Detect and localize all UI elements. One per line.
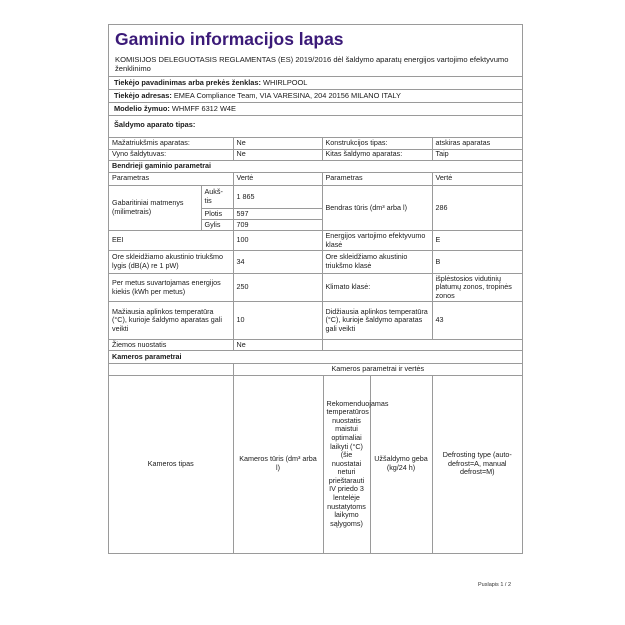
table-row	[109, 149, 522, 160]
sheet-frame	[108, 24, 523, 554]
wine-cooler-value: Ne	[233, 149, 322, 160]
width-label: Plotis	[201, 209, 233, 220]
supplier-address-value: EMEA Compliance Team, VIA VARESINA, 204 20156 MILANO ITALY	[173, 91, 401, 100]
noise-level-value: 34	[233, 251, 322, 274]
noise-level-label: Ore skleidžiamo akustinio triukšmo lygis (dB(A) re 1 pW)	[109, 251, 233, 274]
max-temp-label: Didžiausia aplinkos temperatūra (°C), kurioje šaldymo aparatas gali veikti	[322, 302, 432, 340]
general-section-row	[109, 160, 522, 172]
regulation-subtitle: KOMISIJOS DELEGUOTASIS REGLAMENTAS (ES) 2019/2016 dėl šaldymo aparatų energijos vartojimo efektyvumo ženklinimo	[115, 55, 509, 73]
general-parameters-table	[109, 173, 522, 365]
table-header-row	[109, 375, 522, 553]
table-header-row	[109, 173, 522, 186]
compartment-parameters-title: Kameros parametrai	[109, 351, 522, 364]
height-value: 1 865	[233, 186, 322, 209]
depth-label: Gylis	[201, 220, 233, 231]
compartment-section-row	[109, 351, 522, 364]
table-row	[109, 186, 522, 209]
other-appliance-value: Taip	[432, 149, 522, 160]
table-row	[109, 138, 522, 149]
eei-value: 100	[233, 231, 322, 251]
table-row	[109, 231, 522, 251]
dimensions-label: Gabaritiniai matmenys (milimetrais)	[109, 186, 201, 231]
supplier-address-label: Tiekėjo adresas:	[114, 91, 172, 100]
table-row	[109, 340, 522, 351]
design-type-label: Konstrukcijos tipas:	[322, 138, 432, 149]
max-temp-value: 43	[432, 302, 522, 340]
column-header: Parametras	[109, 173, 233, 186]
compartment-group-header: Kameros parametrai ir vertės	[233, 364, 522, 375]
empty-cell	[322, 340, 522, 351]
wine-cooler-label: Vyno šaldytuvas:	[109, 149, 233, 160]
table-header-row	[109, 364, 522, 375]
width-value: 597	[233, 209, 322, 220]
energy-class-value: E	[432, 231, 522, 251]
height-label: Aukš-tis	[201, 186, 233, 209]
model-value: WHMFF 6312 W4E	[171, 104, 236, 113]
recommended-temperature-header: Rekomenduojamas temperatūros nuostatis maistui optimaliai laikyti (°C) (šie nuostatai neturi prieštarauti IV priedo 3 lentelėje nustatytoms laikymo sąlygoms)	[323, 375, 370, 553]
other-appliance-label: Kitas šaldymo aparatas:	[322, 149, 432, 160]
total-volume-value: 286	[432, 186, 522, 231]
empty-cell	[109, 364, 233, 375]
compartment-volume-header: Kameros tūris (dm³ arba l)	[233, 375, 323, 553]
table-row	[109, 251, 522, 274]
supplier-name-row	[109, 77, 522, 90]
freezing-capacity-header: Užšaldymo geba (kg/24 h)	[370, 375, 432, 553]
supplier-name-value: WHIRLPOOL	[263, 78, 308, 87]
annual-energy-label: Per metus suvartojamas energijos kiekis (kWh per metus)	[109, 274, 233, 302]
quiet-appliance-label: Mažatriukšmis aparatas:	[109, 138, 233, 149]
compartment-table	[109, 364, 522, 554]
climate-class-label: Klimato klasė:	[322, 274, 432, 302]
column-header: Vertė	[233, 173, 322, 186]
column-header: Parametras	[322, 173, 432, 186]
appliance-type-table	[109, 138, 522, 173]
compartment-type-label: Kameros tipas	[109, 375, 233, 553]
depth-value: 709	[233, 220, 322, 231]
table-row	[109, 302, 522, 340]
supplier-name-label: Tiekėjo pavadinimas arba prekės ženklas:	[114, 78, 261, 87]
design-type-value: atskiras aparatas	[432, 138, 522, 149]
total-volume-label: Bendras tūris (dm³ arba l)	[322, 186, 432, 231]
annual-energy-value: 250	[233, 274, 322, 302]
energy-class-label: Energijos vartojimo efektyvumo klasė	[322, 231, 432, 251]
defrosting-type-header: Defrosting type (auto-defrost=A, manual defrost=M)	[432, 375, 522, 553]
column-header: Vertė	[432, 173, 522, 186]
page-title: Gaminio informacijos lapas	[115, 29, 344, 49]
supplier-address-row	[109, 90, 522, 103]
winter-setting-value: Ne	[233, 340, 322, 351]
quiet-appliance-value: Ne	[233, 138, 322, 149]
climate-class-value: išplėstosios vidutinių platumų zonos, tropinės zonos	[432, 274, 522, 302]
general-parameters-title: Bendrieji gaminio parametrai	[109, 160, 522, 172]
min-temp-label: Mažiausia aplinkos temperatūra (°C), kurioje šaldymo aparatas gali veikti	[109, 302, 233, 340]
sheet-header	[109, 25, 522, 77]
appliance-type-section	[109, 116, 522, 138]
winter-setting-label: Žiemos nuostatis	[109, 340, 233, 351]
noise-class-label: Ore skleidžiamo akustinio triukšmo klasė	[322, 251, 432, 274]
page-number: Puslapis 1 / 2	[478, 582, 512, 588]
noise-class-value: B	[432, 251, 522, 274]
model-label: Modelio žymuo:	[114, 104, 170, 113]
appliance-type-title: Šaldymo aparato tipas:	[114, 120, 196, 129]
model-row	[109, 103, 522, 116]
eei-label: EEI	[109, 231, 233, 251]
min-temp-value: 10	[233, 302, 322, 340]
table-row	[109, 274, 522, 302]
